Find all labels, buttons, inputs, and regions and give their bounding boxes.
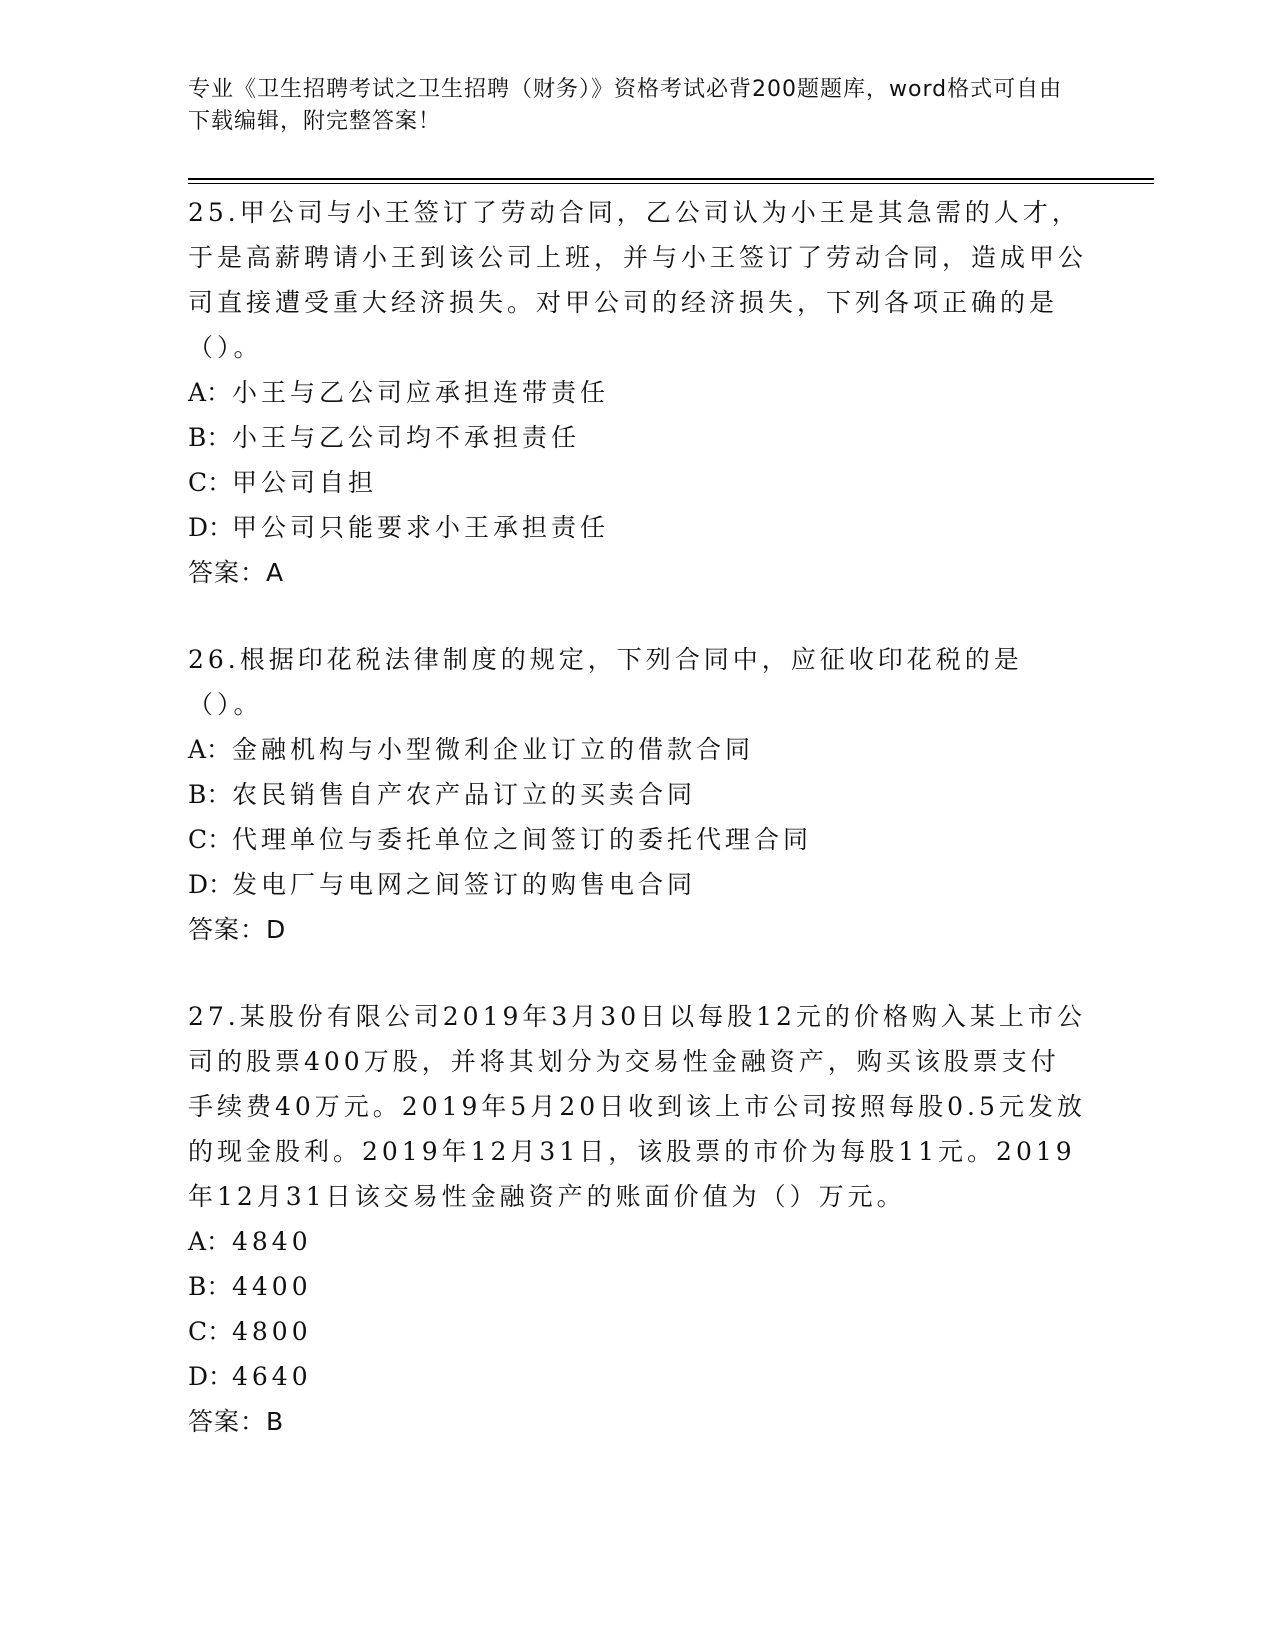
option-b	[188, 415, 1088, 460]
question-text: 某股份有限公司2019年3月30日以每股12元的价格购入某上市公司的股票400万股，并将其划分为交易性金融资产，购买该股票支付手续费40万元。2019年5月20日收到该上市公司按照每股0.5元发放的现金股利。2019年12月31日，该股票的市价为每股11元。2019年12月31日该交易性金融资产的账面价值为（）万元。	[188, 1002, 1086, 1211]
question-27	[188, 994, 1088, 1444]
option-c	[188, 817, 1088, 862]
option-b	[188, 772, 1088, 817]
question-stem	[188, 190, 1088, 370]
option-text: 代理单位与委托单位之间签订的委托代理合同	[232, 825, 813, 854]
option-key: A：	[188, 1227, 232, 1256]
option-text: 小王与乙公司均不承担责任	[232, 423, 581, 452]
option-a	[188, 370, 1088, 415]
document-header	[188, 74, 1068, 138]
option-c	[188, 460, 1088, 505]
option-text: 4800	[232, 1317, 312, 1346]
option-d	[188, 862, 1088, 907]
option-key: C：	[188, 1317, 233, 1346]
option-key: B：	[188, 1272, 232, 1301]
option-text: 4400	[232, 1272, 312, 1301]
answer-line: 答案：B	[188, 1407, 285, 1436]
option-key: C：	[188, 468, 233, 497]
option-text: 金融机构与小型微利企业订立的借款合同	[232, 735, 755, 764]
question-number: 27.	[188, 1002, 240, 1031]
option-d	[188, 505, 1088, 550]
option-text: 甲公司只能要求小王承担责任	[232, 513, 610, 542]
option-a	[188, 1219, 1088, 1264]
option-key: A：	[188, 735, 232, 764]
question-text: 甲公司与小王签订了劳动合同，乙公司认为小王是其急需的人才，于是高薪聘请小王到该公司上班，并与小王签订了劳动合同，造成甲公司直接遭受重大经济损失。对甲公司的经济损失，下列各项正确的是（）。	[188, 198, 1088, 362]
option-key: D：	[188, 870, 234, 899]
question-stem	[188, 994, 1088, 1219]
option-text: 4840	[232, 1227, 312, 1256]
header-divider-thin	[188, 183, 1154, 184]
answer-line: 答案：D	[188, 915, 287, 944]
question-number: 26.	[188, 645, 240, 674]
option-key: D：	[188, 513, 234, 542]
option-text: 发电厂与电网之间签订的购售电合同	[232, 870, 697, 899]
option-key: B：	[188, 780, 232, 809]
question-text: 根据印花税法律制度的规定，下列合同中，应征收印花税的是（）。	[188, 645, 1023, 719]
header-intro-text: 专业《卫生招聘考试之卫生招聘（财务）》资格考试必背200题题库，word格式可自由下载编辑，附完整答案！	[188, 77, 1063, 134]
option-key: C：	[188, 825, 233, 854]
option-key: B：	[188, 423, 232, 452]
header-divider-thick	[188, 178, 1154, 180]
option-text: 甲公司自担	[232, 468, 378, 497]
option-text: 4640	[232, 1362, 312, 1391]
question-26	[188, 637, 1088, 952]
answer-line: 答案：A	[188, 558, 285, 587]
option-key: A：	[188, 378, 232, 407]
option-c	[188, 1309, 1088, 1354]
option-text: 农民销售自产农产品订立的买卖合同	[232, 780, 697, 809]
option-text: 小王与乙公司应承担连带责任	[232, 378, 610, 407]
option-a	[188, 727, 1088, 772]
option-key: D：	[188, 1362, 234, 1391]
question-number: 25.	[188, 198, 240, 227]
option-b	[188, 1264, 1088, 1309]
option-d	[188, 1354, 1088, 1399]
question-list	[188, 190, 1088, 1486]
question-stem	[188, 637, 1088, 727]
question-25	[188, 190, 1088, 595]
